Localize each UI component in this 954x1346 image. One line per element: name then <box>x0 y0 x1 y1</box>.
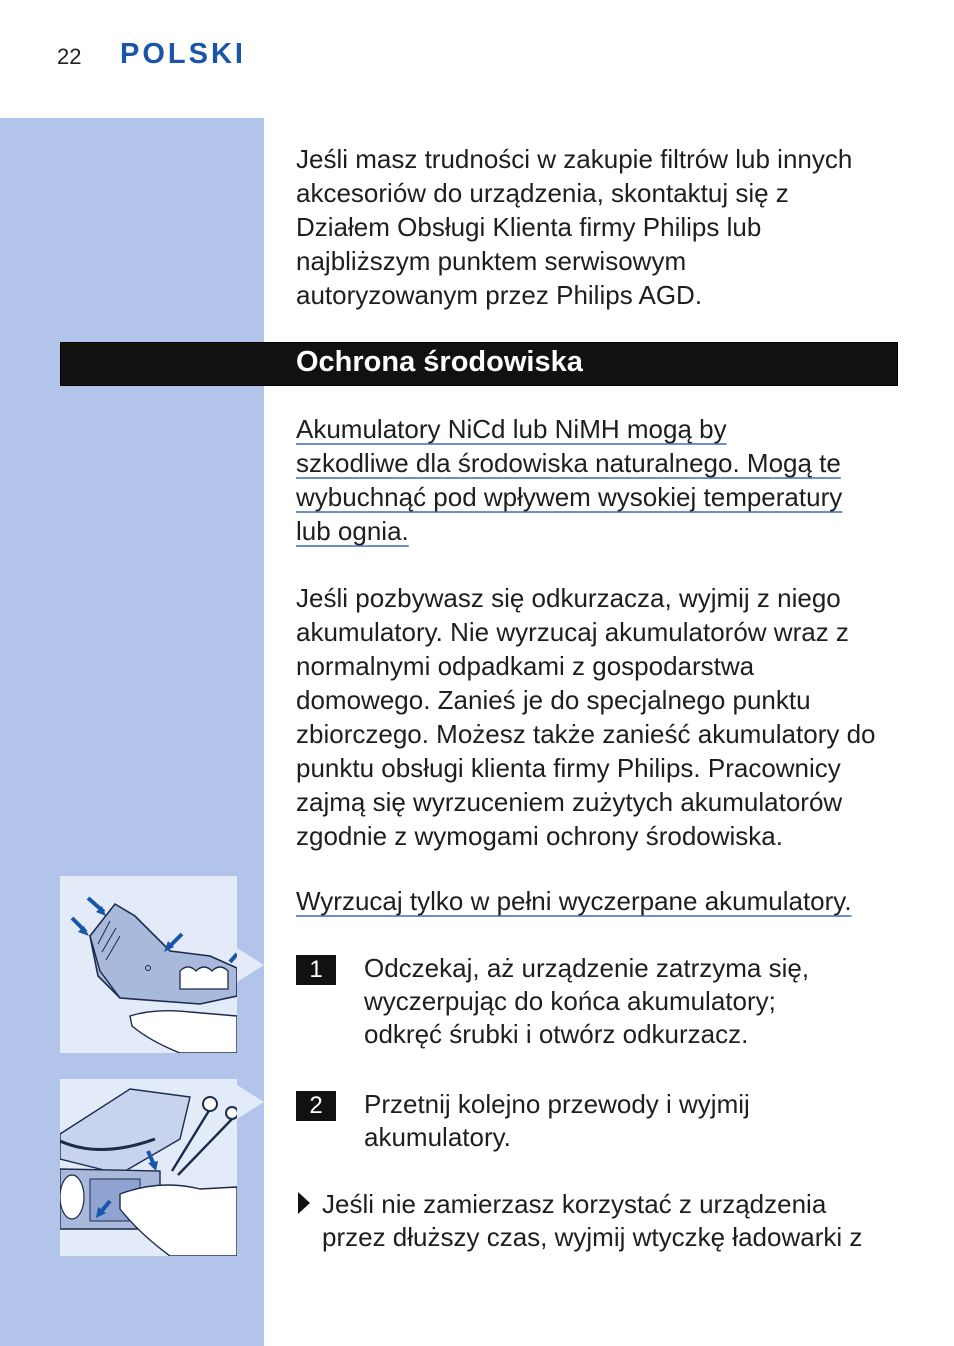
disposal-line: domowego. Zanieś je do specjalnego punktu <box>296 685 811 715</box>
step-line: akumulatory. <box>364 1122 511 1152</box>
bullet-text <box>322 1188 862 1254</box>
triangle-bullet-icon <box>296 1188 312 1218</box>
illustration-cut-wires <box>60 1079 237 1256</box>
step-number-badge: 2 <box>296 1091 336 1121</box>
bullet-line: Jeśli nie zamierzasz korzystać z urządzenia <box>322 1189 827 1219</box>
warning-line: Akumulatory NiCd lub NiMH mogą by <box>296 414 727 444</box>
language-heading: POLSKI <box>120 38 246 70</box>
illustration-open-vacuum <box>60 876 237 1053</box>
intro-line: autoryzowanym przez Philips AGD. <box>296 280 703 310</box>
step-line: odkręć śrubki i otwórz odkurzacz. <box>364 1019 749 1049</box>
battery-warning-paragraph <box>296 412 842 548</box>
step-line: Przetnij kolejno przewody i wyjmij <box>364 1089 750 1119</box>
intro-line: Jeśli masz trudności w zakupie filtrów lub innych <box>296 144 853 174</box>
disposal-line: zgodnie z wymogami ochrony środowiska. <box>296 821 783 851</box>
disposal-line: zajmą się wyrzuceniem zużytych akumulatorów <box>296 787 843 817</box>
step-number-badge: 1 <box>296 955 336 985</box>
step-text <box>364 1088 750 1154</box>
disposal-paragraph <box>296 581 876 853</box>
step-text <box>364 952 809 1051</box>
step-line: Odczekaj, aż urządzenie zatrzyma się, <box>364 953 810 983</box>
intro-line: Działem Obsługi Klienta firmy Philips lub <box>296 212 762 242</box>
disposal-line: zbiorczego. Możesz także zanieść akumulatory do <box>296 719 876 749</box>
vacuum-open-screws-illustration-icon <box>60 876 237 1053</box>
warning-line: lub ognia. <box>296 516 409 546</box>
disposal-line: Jeśli pozbywasz się odkurzacza, wyjmij z niego <box>296 583 841 613</box>
disposal-line: normalnymi odpadkami z gospodarstwa <box>296 651 755 681</box>
intro-line: najbliższym punktem serwisowym <box>296 246 687 276</box>
warning-line: wybuchnąć pod wpływem wysokiej temperatury <box>296 482 843 512</box>
disposal-line: akumulatory. Nie wyrzucaj akumulatorów wraz z <box>296 617 849 647</box>
note-paragraph <box>296 884 852 918</box>
section-title: Ochrona środowiska <box>296 346 583 378</box>
illustration-pointer <box>237 1085 264 1119</box>
page-number: 22 <box>57 44 82 69</box>
warning-line: szkodliwe dla środowiska naturalnego. Mogą te <box>296 448 841 478</box>
note-line: Wyrzucaj tylko w pełni wyczerpane akumulatory. <box>296 886 852 916</box>
intro-line: akcesoriów do urządzenia, skontaktuj się z <box>296 178 789 208</box>
step-line: wyczerpując do końca akumulatory; <box>364 986 776 1016</box>
intro-paragraph <box>296 142 852 312</box>
cut-wires-illustration-icon <box>60 1079 237 1256</box>
bullet-line: przez dłuższy czas, wyjmij wtyczkę ładowarki z <box>322 1222 863 1252</box>
illustration-pointer <box>237 948 264 982</box>
disposal-line: punktu obsługi klienta firmy Philips. Pracownicy <box>296 753 841 783</box>
